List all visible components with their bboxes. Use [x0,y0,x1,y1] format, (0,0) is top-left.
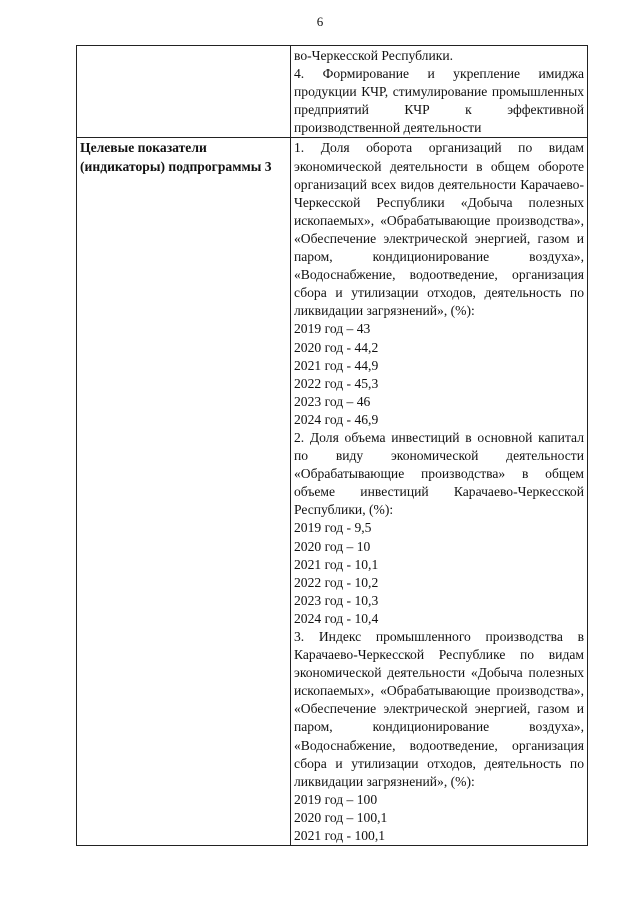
indicator-value: 2022 год - 45,3 [294,375,379,391]
indicator-1-text: 1. Доля оборота организаций по видам экономической деятельности в общем обороте организаций всех видов деятельности Карачаево-Черкесской Республики «Добыча полезных ископаемых», «Обрабатывающие производства», «Обеспечение электрической энергией, газом и паром, кондиционирование воздуха», «Водоснабжение, водоотведение, организация сбора и утилизации отходов, деятельность по ликвидации загрязнений», (%): [294,140,584,319]
indicator-value: 2024 год - 46,9 [294,411,379,427]
indicator-2-text: 2. Доля объема инвестиций в основной капитал по виду экономической деятельности «Обрабатывающие производства» в общем объеме инвестиций Карачаево-Черкесской Республики, (%): [294,429,584,518]
row-label-cell [77,138,291,846]
table-row [77,46,588,138]
indicator-value: 2022 год - 10,2 [294,574,379,590]
indicator-value: 2020 год - 44,2 [294,339,379,355]
indicator-value: 2019 год – 43 [294,321,371,337]
row-content-cell [291,46,588,138]
indicator-value: 2024 год - 10,4 [294,610,379,626]
indicator-value: 2020 год – 100,1 [294,809,388,825]
table-row [77,138,588,846]
indicator-value: 2021 год - 100,1 [294,828,386,844]
indicator-value: 2021 год - 10,1 [294,556,379,572]
row-content-cell [291,138,588,846]
content-line: во-Черкесской Республики. [294,48,453,63]
indicator-3-text: 3. Индекс промышленного производства в Карачаево-Черкесской Республике по видам экономической деятельности «Добыча полезных ископаемых», «Обрабатывающие производства», «Обеспечение электрической энергией, газом и паром, кондиционирование воздуха», «Водоснабжение, водоотведение, организация сбора и утилизации отходов, деятельность по ликвидации загрязнений», (%): [294,629,584,789]
program-table [76,45,588,846]
indicator-value: 2019 год – 100 [294,791,378,807]
page-number: 6 [316,14,324,29]
indicator-value: 2020 год – 10 [294,538,371,554]
indicator-value: 2019 год - 9,5 [294,520,372,536]
indicators-label: Целевые показатели (индикаторы) подпрограммы 3 [80,140,272,174]
indicator-value: 2023 год – 46 [294,393,371,409]
row-label-cell [77,46,291,138]
indicator-value: 2023 год - 10,3 [294,592,379,608]
indicator-value: 2021 год - 44,9 [294,357,379,373]
content-line: 4. Формирование и укрепление имиджа продукции КЧР, стимулирование промышленных предприятий КЧР к эффективной производственной деятельности [294,66,584,136]
